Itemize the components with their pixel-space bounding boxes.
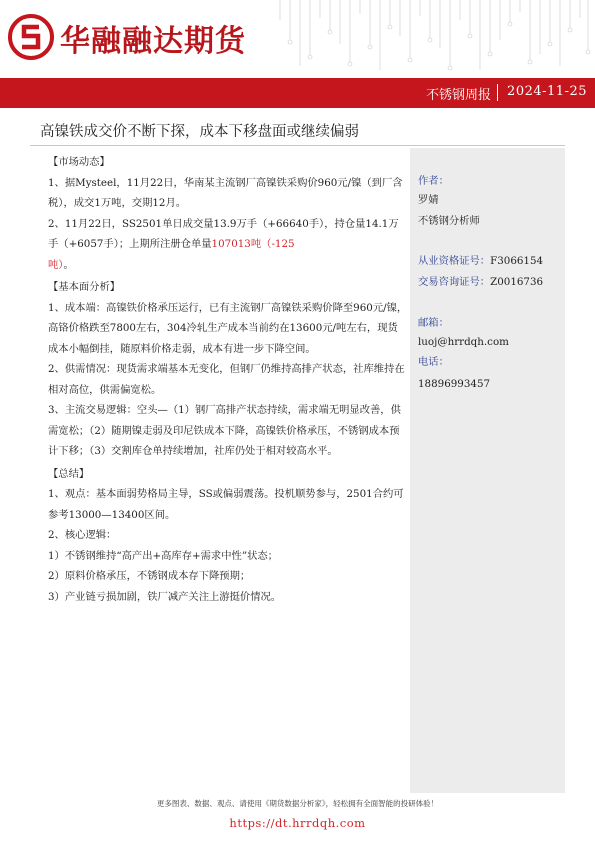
- summary-paragraph-5: 3）产业链亏损加剧，铁厂减产关注上游挺价情况。: [48, 590, 282, 603]
- email-label: 邮箱：: [418, 317, 449, 329]
- market-paragraph-2-end: 。: [63, 258, 74, 271]
- section-heading-fundamental: 【基本面分析】: [48, 281, 121, 293]
- warehouse-receipt-change: 吨）: [48, 258, 64, 271]
- summary-paragraph-2: 2、核心逻辑：: [48, 529, 117, 541]
- brand-name: 华融融达期货: [60, 24, 246, 59]
- brand-logo-icon: [8, 14, 54, 60]
- qualification-row: [418, 254, 543, 268]
- footer-link[interactable]: https://dt.hrrdqh.com: [229, 816, 366, 830]
- author-sidebar: [410, 148, 565, 793]
- section-heading-summary: 【总结】: [48, 467, 90, 480]
- summary-paragraph-4: 2）原料价格承压，不锈钢成本存下降预期；: [48, 570, 251, 582]
- market-paragraph-2: [48, 214, 408, 276]
- phone-value: 18896993457: [418, 378, 491, 390]
- summary-paragraph-1: 1、观点：基本面弱势格局主导，SS或偏弱震荡。投机顺势参与，2501合约可参考13000—13400区间。: [48, 488, 404, 521]
- summary-paragraph-3: 1）不锈钢维持“高产出+高库存+需求中性”状态；: [48, 549, 278, 562]
- report-date: 2024-11-25: [507, 84, 587, 99]
- fundamental-paragraph-2: 2、供需情况：现货需求端基本无变化，但钢厂仍维持高排产状态，社库维持在相对高位，供需偏宽松。: [48, 363, 405, 396]
- author-name: 罗婧: [418, 194, 439, 206]
- author-label: 作者：: [418, 175, 449, 187]
- report-header: [0, 0, 595, 78]
- market-paragraph-1: 1、据Mysteel，11月22日，华南某主流钢厂高镍铁采购价960元/镍（到厂含税），成交1万吨，交期12月。: [48, 176, 403, 209]
- fundamental-paragraph-1: 1、成本端：高镍铁价格承压运行，已有主流钢厂高镍铁采购价降至960元/镍，高铬价格跌至7800左右，304冷轧生产成本当前约在13600元/吨左右，现货成本小幅倒挂，随原料价格走弱，成本有进一步下降空间。: [48, 301, 408, 355]
- title-divider: [30, 145, 565, 146]
- header-separator: [497, 84, 498, 101]
- warehouse-receipt-highlight: 107013吨（-125: [211, 238, 295, 250]
- header-decoration: [270, 0, 595, 78]
- main-content: [48, 152, 408, 607]
- consulting-row: [418, 275, 543, 289]
- author-title: 不锈钢分析师: [418, 215, 480, 227]
- consulting-number: Z0016736: [490, 276, 544, 288]
- qualification-number: F3066154: [490, 255, 544, 267]
- fundamental-paragraph-3: 3、主流交易逻辑：空头—（1）钢厂高排产状态持续，需求端无明显改善，供需宽松；（2）随期镍走弱及印尼铁成本下降，高镍铁价格承压，不锈钢成本预计下移；（3）交割库仓单持续增加，社库仍处于相对较高水平。: [48, 404, 401, 457]
- header-red-bar: [0, 78, 595, 108]
- report-type: 不锈钢周报: [425, 88, 491, 103]
- phone-label: 电话：: [418, 356, 449, 368]
- qualification-label: 从业资格证号：: [418, 255, 491, 267]
- consulting-label: 交易咨询证号：: [418, 276, 491, 288]
- market-paragraph-2-text: 2、11月22日，SS2501单日成交量13.9万手（+66640手），持仓量14.1万手（+6057手）；上期所注册仓单量: [48, 217, 399, 250]
- section-heading-market: 【市场动态】: [48, 156, 110, 168]
- email-value[interactable]: luoj@hrrdqh.com: [418, 336, 509, 348]
- footer-promo: 更多图表、数据、观点、请使用《期货数据分析家》，轻松拥有全面智能的投研体验！: [156, 799, 439, 808]
- report-title: 高镍铁成交价不断下探，成本下移盘面或继续偏弱: [40, 124, 359, 140]
